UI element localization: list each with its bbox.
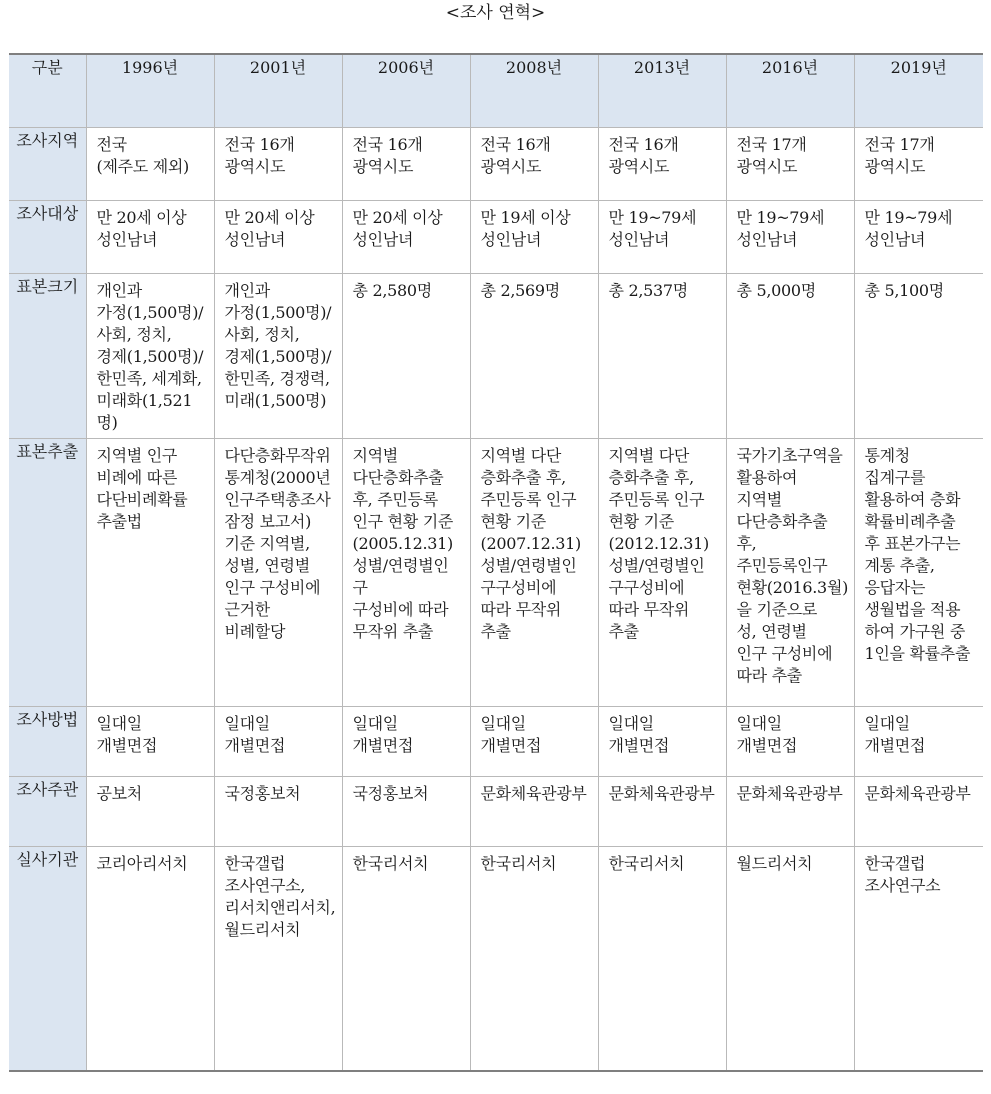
header-year-2019: 2019년 (854, 54, 983, 127)
table-cell: 개인과 가정(1,500명)/ 사회, 정치, 경제(1,500명)/ 한민족, 경쟁력, 미래(1,500명) (214, 273, 342, 438)
table-cell: 일대일 개별면접 (470, 706, 598, 776)
table-cell: 한국리서치 (470, 846, 598, 1071)
table-cell: 만 20세 이상 성인남녀 (86, 200, 214, 273)
header-year-2013: 2013년 (598, 54, 726, 127)
table-cell: 총 2,580명 (342, 273, 470, 438)
table-row (9, 846, 983, 1071)
survey-history-table (9, 53, 983, 1072)
table-cell: 문화체육관광부 (726, 776, 854, 846)
table-cell: 전국 17개 광역시도 (726, 127, 854, 200)
table-row (9, 200, 983, 273)
row-label-region: 조사지역 (9, 127, 86, 200)
table-cell: 일대일 개별면접 (854, 706, 983, 776)
table-cell: 지역별 다단 층화추출 후, 주민등록 인구 현황 기준 (2012.12.31) 성별/연령별인 구구성비에 따라 무작위 추출 (598, 438, 726, 706)
table-cell: 만 19~79세 성인남녀 (726, 200, 854, 273)
table-cell: 문화체육관광부 (598, 776, 726, 846)
table-cell: 총 5,100명 (854, 273, 983, 438)
table-cell: 코리아리서치 (86, 846, 214, 1071)
table-row (9, 127, 983, 200)
table-row (9, 706, 983, 776)
table-title: <조사 연혁> (445, 3, 546, 23)
table-cell: 전국 (제주도 제외) (86, 127, 214, 200)
row-label-agency: 실사기관 (9, 846, 86, 1071)
row-label-sampling: 표본추출 (9, 438, 86, 706)
table-cell: 일대일 개별면접 (598, 706, 726, 776)
table-cell: 지역별 다단층화추출 후, 주민등록 인구 현황 기준 (2005.12.31) 성별/연령별인 구 구성비에 따라 무작위 추출 (342, 438, 470, 706)
table-row (9, 776, 983, 846)
table-cell: 만 20세 이상 성인남녀 (342, 200, 470, 273)
header-row (9, 54, 983, 127)
header-year-2001: 2001년 (214, 54, 342, 127)
table-cell: 공보처 (86, 776, 214, 846)
header-year-2008: 2008년 (470, 54, 598, 127)
table-cell: 일대일 개별면접 (342, 706, 470, 776)
table-cell: 일대일 개별면접 (214, 706, 342, 776)
table-cell: 일대일 개별면접 (86, 706, 214, 776)
table-cell: 국정홍보처 (214, 776, 342, 846)
table-cell: 월드리서치 (726, 846, 854, 1071)
header-year-2016: 2016년 (726, 54, 854, 127)
table-cell: 만 19~79세 성인남녀 (854, 200, 983, 273)
table-cell: 총 2,569명 (470, 273, 598, 438)
table-cell: 만 20세 이상 성인남녀 (214, 200, 342, 273)
table-cell: 한국리서치 (598, 846, 726, 1071)
table-cell: 한국갤럽 조사연구소 (854, 846, 983, 1071)
table-cell: 일대일 개별면접 (726, 706, 854, 776)
table-cell: 전국 16개 광역시도 (470, 127, 598, 200)
table-row (9, 273, 983, 438)
table-cell: 문화체육관광부 (854, 776, 983, 846)
header-year-1996: 1996년 (86, 54, 214, 127)
table-cell: 지역별 인구 비례에 따른 다단비례확률 추출법 (86, 438, 214, 706)
table-cell: 총 2,537명 (598, 273, 726, 438)
table-cell: 한국갤럽 조사연구소, 리서치앤리서치, 월드리서치 (214, 846, 342, 1071)
table-row (9, 438, 983, 706)
table-cell: 총 5,000명 (726, 273, 854, 438)
row-label-organizer: 조사주관 (9, 776, 86, 846)
table-cell: 통계청 집계구를 활용하여 층화 확률비례추출 후 표본가구는 계통 추출, 응답자는 생월법을 적용 하여 가구원 중 1인을 확률추출 (854, 438, 983, 706)
table-cell: 문화체육관광부 (470, 776, 598, 846)
table-cell: 국가기초구역을 활용하여 지역별 다단층화추출 후, 주민등록인구 현황(2016.3월) 을 기준으로 성, 연령별 인구 구성비에 따라 추출 (726, 438, 854, 706)
header-year-2006: 2006년 (342, 54, 470, 127)
table-cell: 전국 16개 광역시도 (598, 127, 726, 200)
table-cell: 개인과 가정(1,500명)/ 사회, 정치, 경제(1,500명)/ 한민족, 세계화, 미래화(1,521명) (86, 273, 214, 438)
table-cell: 만 19~79세 성인남녀 (598, 200, 726, 273)
table-cell: 다단층화무작위 통계청(2000년 인구주택총조사 잠정 보고서) 기준 지역별, 성별, 연령별 인구 구성비에 근거한 비례할당 (214, 438, 342, 706)
header-category: 구분 (9, 54, 86, 127)
table-cell: 전국 17개 광역시도 (854, 127, 983, 200)
table-cell: 만 19세 이상 성인남녀 (470, 200, 598, 273)
table-cell: 한국리서치 (342, 846, 470, 1071)
row-label-target: 조사대상 (9, 200, 86, 273)
table-cell: 지역별 다단 층화추출 후, 주민등록 인구 현황 기준 (2007.12.31) 성별/연령별인 구구성비에 따라 무작위 추출 (470, 438, 598, 706)
table-cell: 전국 16개 광역시도 (342, 127, 470, 200)
table-cell: 국정홍보처 (342, 776, 470, 846)
row-label-method: 조사방법 (9, 706, 86, 776)
table-cell: 전국 16개 광역시도 (214, 127, 342, 200)
row-label-sample-size: 표본크기 (9, 273, 86, 438)
